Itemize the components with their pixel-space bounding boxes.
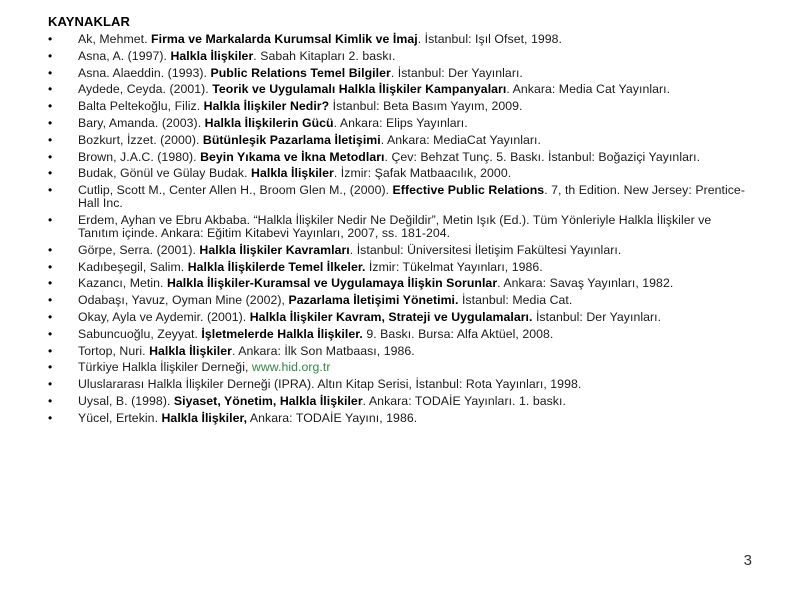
reference-link[interactable]: www.hid.org.tr [251, 360, 331, 375]
bullet-icon: • [48, 166, 53, 181]
bullet-icon: • [48, 343, 53, 358]
reference-item [48, 184, 748, 210]
reference-author: Kazancı, Metin. [78, 276, 167, 291]
bullet-icon: • [48, 149, 53, 164]
reference-publisher: . İstanbul: Işıl Ofset, 1998. [417, 32, 563, 46]
reference-publisher: . Ankara: TODAİE Yayınları. 1. baskı. [362, 393, 566, 408]
reference-author: Okay, Ayla ve Aydemir. (2001). [78, 309, 250, 324]
bullet-icon: • [48, 377, 53, 392]
page-number: 3 [743, 552, 752, 569]
reference-publisher: . Ankara: Savaş Yayınları, 1982. [497, 276, 674, 291]
reference-title: Teorik ve Uygulamalı Halkla İlişkiler Kampanyaları [212, 82, 507, 97]
bullet-icon: • [48, 132, 53, 147]
reference-item [48, 311, 748, 324]
bullet-icon: • [48, 326, 53, 341]
reference-publisher: Ankara: TODAİE Yayını, 1986. [247, 410, 418, 425]
reference-author: Brown, J.A.C. (1980). [78, 149, 201, 164]
reference-title: Firma ve Markalarda Kurumsal Kimlik ve İmaj [151, 32, 418, 46]
reference-item [48, 361, 748, 374]
reference-item [48, 412, 748, 425]
reference-author: Odabaşı, Yavuz, Oyman Mine (2002), [78, 293, 289, 308]
reference-title: Halkla İlişkiler, [161, 410, 248, 425]
reference-item [48, 50, 748, 63]
reference-author: Budak, Gönül ve Gülay Budak. [78, 166, 252, 181]
reference-author: Tortop, Nuri. [78, 343, 150, 358]
bullet-icon: • [48, 48, 53, 63]
bullet-icon: • [48, 82, 53, 97]
reference-title: Halkla İlişkiler [149, 343, 232, 358]
reference-title: Halkla İlişkiler-Kuramsal ve Uygulamaya İlişkin Sorunlar [166, 276, 498, 291]
reference-publisher: İzmir: Tükelmat Yayınları, 1986. [365, 259, 543, 274]
reference-item [48, 378, 748, 391]
reference-title: Halkla İlişkilerde Temel İlkeler. [187, 259, 366, 274]
reference-author: Bozkurt, İzzet. (2000). [78, 132, 203, 147]
reference-author: Görpe, Serra. (2001). [78, 242, 200, 257]
section-heading: KAYNAKLAR [48, 14, 131, 29]
reference-title: Halkla İlişkilerin Gücü [204, 115, 334, 130]
reference-title: Pazarlama İletişimi Yönetimi. [288, 293, 459, 308]
reference-publisher: . İstanbul: Der Yayınları. [390, 65, 523, 80]
reference-publisher: . Ankara: MediaCat Yayınları. [380, 132, 541, 147]
bullet-icon: • [48, 32, 53, 46]
reference-author: Kadıbeşegil, Salim. [78, 259, 188, 274]
bullet-icon: • [48, 393, 53, 408]
reference-title: Siyaset, Yönetim, Halkla İlişkiler [173, 393, 363, 408]
bullet-icon: • [48, 309, 53, 324]
bullet-icon: • [48, 115, 53, 130]
bullet-icon: • [48, 99, 53, 114]
reference-author: Ak, Mehmet. [78, 32, 152, 46]
reference-author: Aydede, Ceyda. (2001). [78, 82, 213, 97]
reference-publisher: . Sabah Kitapları 2. baskı. [253, 48, 396, 63]
reference-author: Uysal, B. (1998). [78, 393, 174, 408]
reference-author: Asna. Alaeddin. (1993). [78, 65, 211, 80]
reference-item [48, 33, 748, 46]
reference-publisher: . Ankara: İlk Son Matbaası, 1986. [231, 343, 415, 358]
reference-title: İşletmelerde Halkla İlişkiler. [201, 326, 363, 341]
reference-title: Effective Public Relations [392, 183, 545, 198]
reference-title: Halkla İlişkiler [251, 166, 334, 181]
reference-title: Public Relations Temel Bilgiler [210, 65, 391, 80]
reference-publisher: . Ankara: Media Cat Yayınları. [506, 82, 671, 97]
reference-title: Halkla İlişkiler Kavramları [199, 242, 350, 257]
reference-title: Halkla İlişkiler Kavram, Strateji ve Uygulamaları. [249, 309, 533, 324]
bullet-icon: • [48, 183, 53, 198]
reference-publisher: . 7, th Edition. New Jersey: Prentice-Hall Inc. [78, 183, 745, 211]
reference-item [48, 214, 748, 240]
reference-item [48, 395, 748, 408]
bullet-icon: • [48, 65, 53, 80]
reference-item [48, 151, 748, 164]
bullet-icon: • [48, 259, 53, 274]
reference-publisher: İstanbul: Beta Basım Yayım, 2009. [329, 99, 523, 114]
reference-publisher: İstanbul: Media Cat. [458, 293, 573, 308]
reference-item [48, 67, 748, 80]
reference-title: Bütünleşik Pazarlama İletişimi [202, 132, 381, 147]
reference-item [48, 277, 748, 290]
bullet-icon: • [48, 293, 53, 308]
bullet-icon: • [48, 242, 53, 257]
reference-title: Halkla İlişkiler Nedir? [203, 99, 330, 114]
reference-author: Uluslararası Halkla İlişkiler Derneği (IPRA). Altın Kitap Serisi, İstanbul: Rota Yayınları, 1998. [78, 377, 582, 392]
reference-author: Yücel, Ertekin. [78, 410, 162, 425]
reference-list [48, 33, 748, 429]
reference-item [48, 100, 748, 113]
reference-item [48, 345, 748, 358]
bullet-icon: • [48, 360, 53, 375]
reference-item [48, 244, 748, 257]
reference-item [48, 167, 748, 180]
reference-title: Beyin Yıkama ve İkna Metodları [200, 149, 385, 164]
reference-title: Halkla İlişkiler [170, 48, 254, 63]
reference-item [48, 294, 748, 307]
reference-publisher: 9. Baskı. Bursa: Alfa Aktüel, 2008. [362, 326, 554, 341]
reference-publisher: . İzmir: Şafak Matbaacılık, 2000. [333, 166, 512, 181]
reference-publisher: . Ankara: Elips Yayınları. [333, 115, 468, 130]
reference-author: Erdem, Ayhan ve Ebru Akbaba. “Halkla İlişkiler Nedir Ne Değildir”, Metin Işık (Ed.). Tüm Yönleriyle Halkla İlişkiler ve Tanıtım içinde. Ankara: Eğitim Kitabevi Yayınları, 2007, ss. 181-204. [78, 212, 712, 240]
reference-author: Cutlip, Scott M., Center Allen H., Broom Glen M., (2000). [78, 183, 393, 198]
reference-publisher: İstanbul: Der Yayınları. [532, 309, 662, 324]
bullet-icon: • [48, 410, 53, 425]
reference-item [48, 117, 748, 130]
reference-publisher: . Çev: Behzat Tunç. 5. Baskı. İstanbul: Boğaziçi Yayınları. [384, 149, 701, 164]
reference-item [48, 328, 748, 341]
reference-item [48, 261, 748, 274]
reference-author: Türkiye Halkla İlişkiler Derneği, [78, 360, 252, 375]
reference-author: Sabuncuoğlu, Zeyyat. [78, 326, 202, 341]
reference-author: Bary, Amanda. (2003). [78, 115, 205, 130]
bullet-icon: • [48, 276, 53, 291]
reference-item [48, 83, 748, 96]
reference-item [48, 134, 748, 147]
reference-author: Asna, A. (1997). [78, 48, 171, 63]
reference-author: Balta Peltekoğlu, Filiz. [78, 99, 204, 114]
bullet-icon: • [48, 212, 53, 227]
reference-publisher: . İstanbul: Üniversitesi İletişim Fakültesi Yayınları. [349, 242, 622, 257]
